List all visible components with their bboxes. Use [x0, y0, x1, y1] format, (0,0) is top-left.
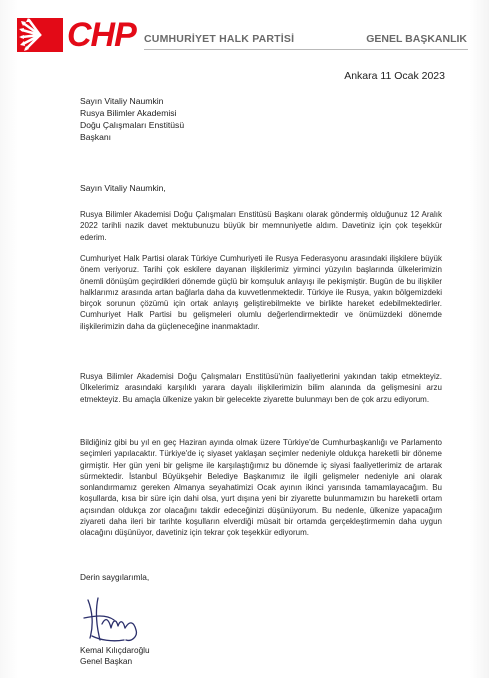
recipient-line: Başkanı [80, 132, 112, 142]
signer-title: Genel Başkan [80, 656, 133, 666]
recipient-block [80, 95, 184, 143]
signer-name: Kemal Kılıçdaroğlu [80, 645, 150, 655]
logo-wordmark: CHP [67, 16, 136, 54]
recipient-line: Rusya Bilimler Akademisi [80, 108, 177, 118]
recipient-line: Doğu Çalışmaları Enstitüsü [80, 120, 185, 130]
letter-date: Ankara 11 Ocak 2023 [344, 70, 445, 82]
body-paragraph: Rusya Bilimler Akademisi Doğu Çalışmaları Enstitüsü Başkanı olarak göndermiş olduğunuz 12 Aralık 2022 tarihli nazik davet mektubunuzu büyük bir memnuniyetle aldım. Davetiniz için çok teşekkür ederim. [80, 210, 442, 242]
chp-six-arrows-logo-icon [17, 18, 63, 52]
office-name: GENEL BAŞKANLIK [366, 33, 467, 45]
body-paragraph: Cumhuriyet Halk Partisi olarak Türkiye Cumhuriyeti ile Rusya Federasyonu arasındaki ilişkilere büyük önem veriyoruz. Tarihi çok eskilere dayanan ilişkilerimiz yirminci yüzyılın başlarında ülkelerimizin önemli dönüşüm geçirdikleri dönemde güçlü bir komşuluk anlayışı ile pekişmiştir. Bugün de bu ilişkiler halklarımız arasında artan bağlarla daha da kuvvetlenmektedir. Türkiye ile Rusya, yakın bölgemizdeki birçok sorunun çözümü için ortak anlayış geliştirebilmekte ve birlikte hareket edebilmektedirler. Cumhuriyet Halk Partisi bu gelişmeleri olumlu değerlendirmektedir ve önümüzdeki dönemde ilişkilerimizin daha da güçleneceğine inanmaktadır. [80, 254, 442, 331]
handwritten-signature-icon [78, 590, 148, 650]
body-paragraph: Bildiğiniz gibi bu yıl en geç Haziran ayında olmak üzere Türkiye'de Cumhurbaşkanlığı ve Parlamento seçimleri yapılacaktır. Türkiye'de iç siyaset yaklaşan seçimler nedeniyle oldukça hareketli bir döneme girmiştir. Her gün yeni bir gelişme ile karşılaştığımız bu dönemde iç siyasi faaliyetlerimiz de artarak sürmektedir. İstanbul Büyükşehir Belediye Başkanımız ile ilgili gelişmeler nedeniyle ani olarak sonlandırmamız gereken Almanya seyahatimizi Ocak ayının ikinci yarısında tamamlayacağım. Bu koşullarda, kısa bir süre için dahi olsa, yurt dışına yeni bir ziyarette bulunmamızın bu hareketli ortam açısından oldukça zor olacağını takdir edeceğinizi düşünüyorum. Bu nedenle, ülkenize yapacağım ziyareti daha ileri bir tarihte koşulların elverdiği müsait bir ortamda gerçekleştirmemin daha uygun olacağını düşünüyor, davetiniz için tekrar çok teşekkür ediyorum. [80, 438, 442, 538]
closing-line: Derin saygılarımla, [80, 572, 150, 582]
party-name: CUMHURİYET HALK PARTİSİ [144, 33, 295, 45]
recipient-line: Sayın Vitaliy Naumkin [80, 96, 164, 106]
body-paragraph: Rusya Bilimler Akademisi Doğu Çalışmaları Enstitüsü'nün faaliyetlerini yakından takip etmekteyiz. Ülkelerimiz arasındaki karşılıklı yarara dayalı ilişkilerimizin bilim alanında da gelişmesini arzu etmekteyiz. Bu amaçla ülkenize yakın bir gelecekte ziyarette bulunmayı ben de çok arzu ediyorum. [80, 372, 442, 404]
header-divider [144, 49, 468, 50]
salutation: Sayın Vitaliy Naumkin, [80, 183, 166, 193]
